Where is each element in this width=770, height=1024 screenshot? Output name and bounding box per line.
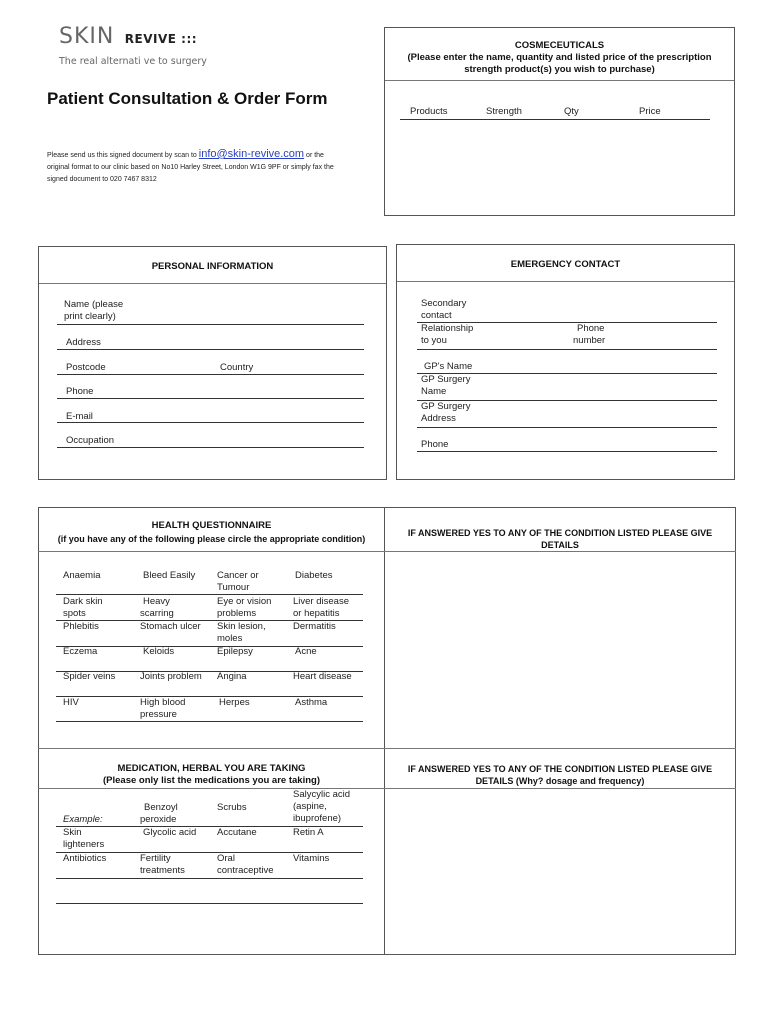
condition-epilepsy[interactable]: Epilepsy	[217, 646, 253, 657]
personal-information-box	[38, 246, 387, 480]
personal-information-title: PERSONAL INFORMATION	[151, 261, 274, 272]
condition-bleed-easily[interactable]: Bleed Easily	[143, 570, 196, 581]
conditions-rule-2	[56, 646, 363, 647]
condition-stomach-ulcer[interactable]: Stomach ulcer	[140, 621, 201, 632]
occupation-field[interactable]	[57, 447, 364, 448]
email-field[interactable]	[57, 422, 364, 423]
col-qty: Qty	[564, 106, 579, 117]
logo	[59, 24, 197, 49]
condition-joints-problem[interactable]: Joints problem	[140, 671, 202, 682]
logo-tagline: The real alternati ve to surgery	[59, 56, 207, 67]
condition-herpes[interactable]: Herpes	[219, 697, 250, 708]
address-label: Address	[66, 337, 101, 348]
condition-skin-lesion[interactable]: Skin lesion, moles	[217, 621, 266, 644]
gp-surgery-name-label: GP Surgery Name	[421, 374, 471, 397]
medication-accutane[interactable]: Accutane	[217, 827, 257, 838]
occupation-label: Occupation	[66, 435, 115, 446]
condition-keloids[interactable]: Keloids	[143, 646, 175, 657]
country-label: Country	[220, 362, 254, 373]
page-title: Patient Consultation & Order Form	[47, 89, 328, 108]
health-questionnaire-title: HEALTH QUESTIONNAIRE	[151, 520, 272, 531]
phone-number-label: Phone number	[573, 323, 606, 346]
gp-surgery-address-field[interactable]	[417, 427, 717, 428]
condition-anaemia[interactable]: Anaemia	[63, 570, 101, 581]
medication-blank-field[interactable]	[56, 903, 363, 904]
health-questionnaire-subtitle: (if you have any of the following please circle the appropriate condition)	[57, 534, 366, 544]
condition-eczema[interactable]: Eczema	[63, 646, 98, 657]
conditions-rule-5	[56, 721, 363, 722]
condition-angina[interactable]: Angina	[217, 671, 247, 682]
email-label: E-mail	[66, 411, 93, 422]
medication-skin-lighteners[interactable]: Skin lighteners	[63, 827, 105, 850]
intro-line-1: Please send us this signed document by scan to info@skin-revive.com or the	[47, 148, 324, 160]
condition-asthma[interactable]: Asthma	[295, 697, 328, 708]
phone-field[interactable]	[57, 398, 364, 399]
phone-label: Phone	[66, 386, 94, 397]
secondary-contact-label: Secondary contact	[421, 298, 467, 321]
col-price: Price	[639, 106, 661, 117]
condition-heart-disease[interactable]: Heart disease	[293, 671, 352, 682]
email-link[interactable]: info@skin-revive.com	[198, 148, 305, 160]
medication-scrubs[interactable]: Scrubs	[217, 802, 247, 813]
health-details-title: IF ANSWERED YES TO ANY OF THE CONDITION LISTED PLEASE GIVE DETAILS	[407, 528, 713, 550]
medication-header-rule	[38, 788, 736, 789]
medication-oral-contraceptive[interactable]: Oral contraceptive	[217, 853, 274, 876]
condition-liver-disease[interactable]: Liver disease or hepatitis	[293, 596, 349, 619]
cosmeceuticals-box	[384, 27, 735, 216]
condition-hiv[interactable]: HIV	[63, 697, 79, 708]
name-field[interactable]	[57, 324, 364, 325]
medication-benzoyl-peroxide[interactable]: Benzoyl peroxide	[140, 802, 178, 825]
cosmeceuticals-header-rule	[385, 80, 734, 81]
medication-glycolic-acid[interactable]: Glycolic acid	[143, 827, 197, 838]
medication-example-label: Example:	[63, 814, 103, 825]
medication-fertility-treatments[interactable]: Fertility treatments	[140, 853, 185, 876]
gp-surgery-address-label: GP Surgery Address	[421, 401, 471, 424]
cosmeceuticals-subtitle-1: (Please enter the name, quantity and listed price of the prescription	[407, 52, 712, 63]
condition-dermatitis[interactable]: Dermatitis	[293, 621, 336, 632]
intro-line-2: original format to our clinic based on No10 Harley Street, London W1G 9PF or simply fax the	[47, 164, 334, 171]
conditions-rule-0	[56, 594, 363, 595]
name-label: Name (please print clearly)	[64, 299, 124, 322]
cosmeceuticals-title: COSMECEUTICALS	[514, 40, 605, 51]
medication-salycylic-acid[interactable]: Salycylic acid (aspine, ibuprofene)	[293, 789, 351, 824]
col-products: Products	[410, 106, 448, 117]
condition-eye-vision[interactable]: Eye or vision problems	[217, 596, 272, 619]
emergency-header-rule	[397, 281, 734, 282]
personal-header-rule	[39, 283, 386, 284]
cosmeceuticals-subtitle-2: strength product(s) you wish to purchase)	[464, 64, 655, 75]
emergency-phone-field[interactable]	[417, 451, 717, 452]
condition-high-blood-pressure[interactable]: High blood pressure	[140, 697, 186, 720]
emergency-contact-title: EMERGENCY CONTACT	[510, 259, 621, 270]
condition-acne[interactable]: Acne	[295, 646, 317, 657]
emergency-contact-box	[396, 244, 735, 480]
condition-phlebitis[interactable]: Phlebitis	[63, 621, 99, 632]
health-header-rule	[38, 551, 736, 552]
col-strength: Strength	[486, 106, 522, 117]
medication-rule-3	[56, 878, 363, 879]
postcode-label: Postcode	[66, 362, 106, 373]
intro-line-3: signed document to 020 7467 8312	[47, 176, 157, 183]
emergency-phone-label: Phone	[421, 439, 449, 450]
logo-revive: REVIVE :::	[124, 32, 198, 46]
medication-retin-a[interactable]: Retin A	[293, 827, 324, 838]
logo-skin: SKIN	[59, 24, 115, 49]
address-field[interactable]	[57, 349, 364, 350]
condition-heavy-scarring[interactable]: Heavy scarring	[140, 596, 174, 619]
medication-details-title: IF ANSWERED YES TO ANY OF THE CONDITION LISTED PLEASE GIVE DETAILS (Why? dosage and frequency)	[407, 764, 713, 786]
relationship-label: Relationship to you	[421, 323, 474, 346]
medication-title: MEDICATION, HERBAL YOU ARE TAKING (Please only list the medications you are taking)	[103, 763, 320, 786]
gp-name-label: GP's Name	[424, 361, 473, 372]
health-column-divider	[384, 507, 385, 955]
condition-spider-veins[interactable]: Spider veins	[63, 671, 116, 682]
relationship-phone-field[interactable]	[417, 349, 717, 350]
postcode-country-field[interactable]	[57, 374, 364, 375]
intro-text	[47, 148, 377, 186]
condition-cancer-tumour[interactable]: Cancer or Tumour	[217, 570, 259, 593]
condition-diabetes[interactable]: Diabetes	[295, 570, 333, 581]
condition-dark-skin-spots[interactable]: Dark skin spots	[63, 596, 103, 619]
medication-section-rule	[38, 748, 736, 749]
cosmeceuticals-columns-rule	[400, 119, 710, 120]
medication-antibiotics[interactable]: Antibiotics	[63, 853, 107, 864]
medication-vitamins[interactable]: Vitamins	[293, 853, 330, 864]
